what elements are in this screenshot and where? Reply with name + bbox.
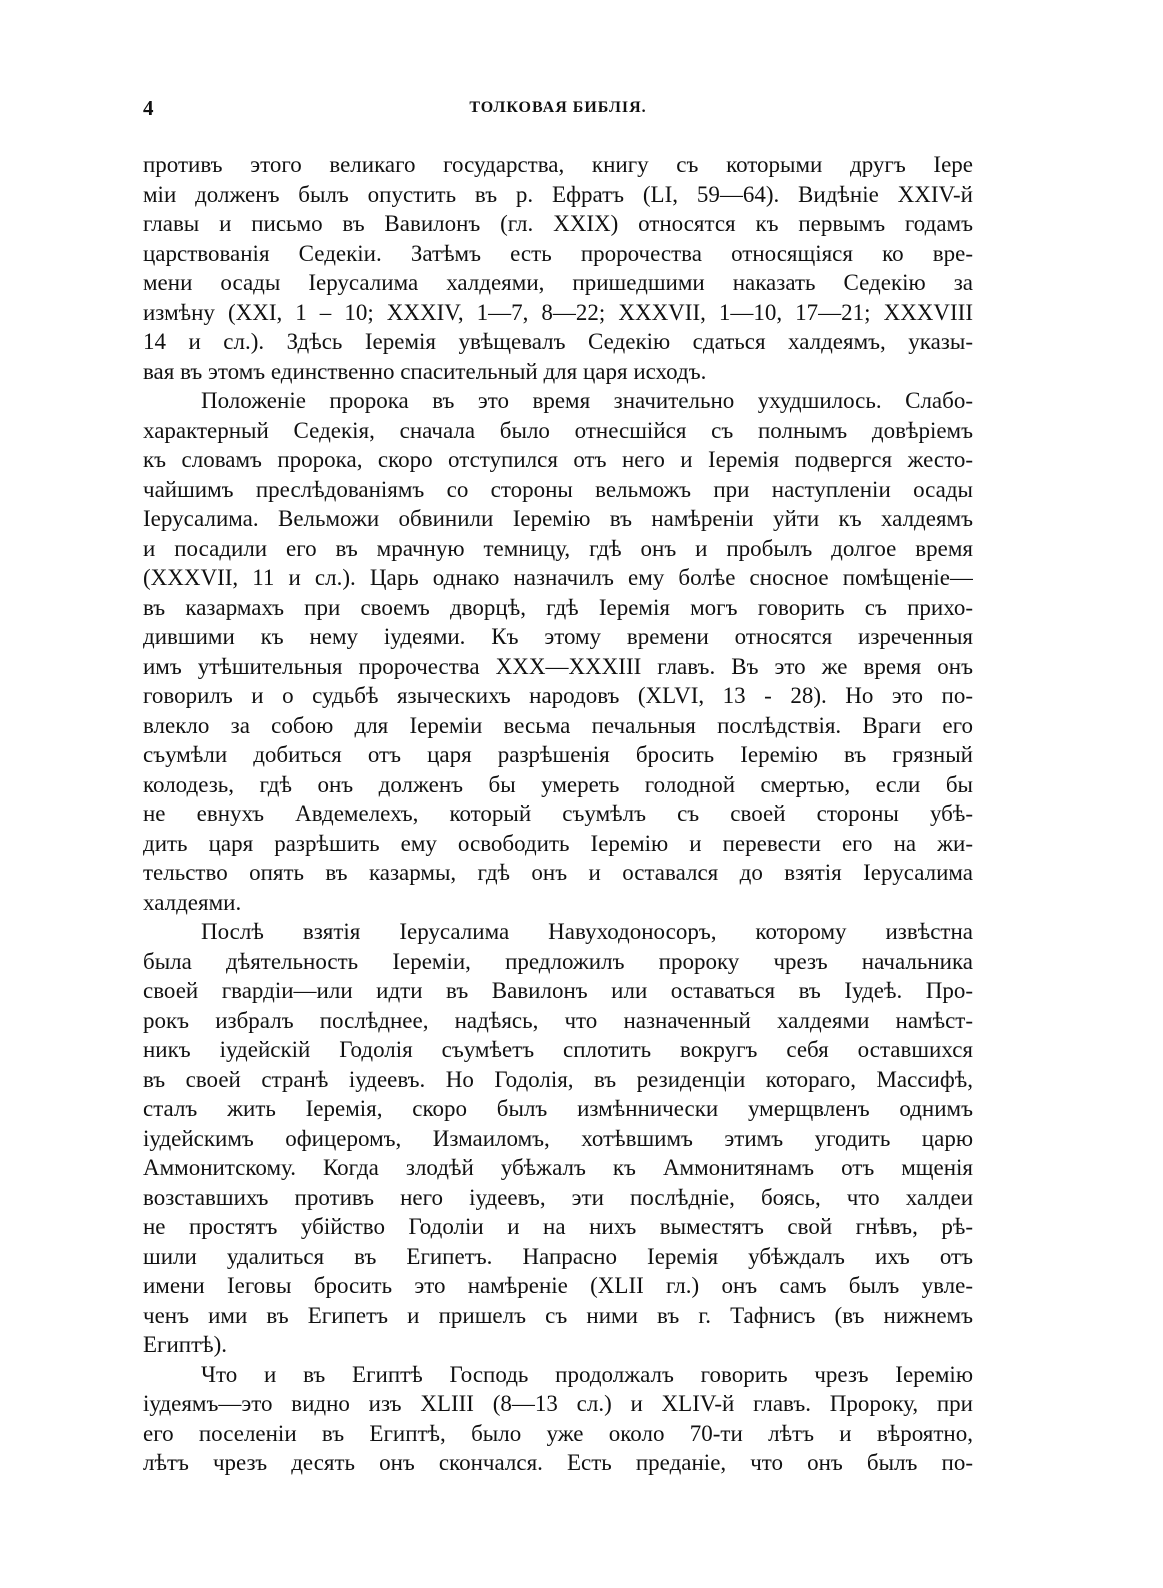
text-line: (XXXVII, 11 и сл.). Царь однако назначилъ ему болѣе сносное помѣщеніе— bbox=[143, 565, 973, 590]
text-line: никъ іудейскій Годолія съумѣетъ сплотить вокругъ себя оставшихся bbox=[143, 1037, 973, 1062]
text-line: имъ утѣшительныя пророчества XXX—XXXIII главъ. Въ это же время онъ bbox=[143, 653, 973, 679]
text-line: говорилъ и о судьбѣ языческихъ народовъ (XLVI, 13 - 28). Но это по- bbox=[143, 683, 973, 708]
text-line: его поселеніи въ Египтѣ, было уже около 70-ти лѣтъ и вѣроятно, bbox=[143, 1420, 973, 1446]
text-line: царствованія Седекіи. Затѣмъ есть пророчества относящіяся ко вре- bbox=[143, 240, 973, 266]
text-line: іудейскимъ офицеромъ, Измаиломъ, хотѣвшимъ этимъ угодить царю bbox=[143, 1125, 973, 1151]
text-line: 14 и сл.). Здѣсь Iеремія увѣщевалъ Седекію сдаться халдеямъ, указы- bbox=[143, 329, 973, 354]
text-line: къ словамъ пророка, скоро отступился отъ него и Iеремія подвергся жесто- bbox=[143, 447, 973, 472]
text-line: влекло за собою для Iереміи весьма печальныя послѣдствія. Враги его bbox=[143, 712, 973, 738]
text-line: имени Iеговы бросить это намѣреніе (XLII гл.) онъ самъ былъ увле- bbox=[143, 1273, 973, 1298]
text-line: была дѣятельность Iереміи, предложилъ пророку чрезъ начальника bbox=[143, 948, 973, 974]
text-line: іудеямъ—это видно изъ XLIII (8—13 сл.) и XLIV-й главъ. Пророку, при bbox=[143, 1391, 973, 1416]
text-line: своей гвардіи—или идти въ Вавилонъ или оставаться въ Iудеѣ. Про- bbox=[143, 978, 973, 1003]
text-line: Положеніе пророка въ это время значительно ухудшилось. Слабо- bbox=[201, 388, 973, 413]
text-line: чайшимъ преслѣдованіямъ со стороны вельможъ при наступленіи осады bbox=[143, 476, 973, 502]
text-line: сталъ жить Iеремія, скоро былъ измѣннически умерщвленъ однимъ bbox=[143, 1096, 973, 1121]
text-line: съумѣли добиться отъ царя разрѣшенія бросить Iеремію въ грязный bbox=[143, 742, 973, 767]
text-line: Iерусалима. Вельможи обвинили Iеремію въ намѣреніи уйти къ халдеямъ bbox=[143, 506, 973, 531]
text-line: и посадили его въ мрачную темницу, гдѣ онъ и пробылъ долгое время bbox=[143, 535, 973, 561]
text-line: дившими къ нему іудеями. Къ этому времени относятся изреченныя bbox=[143, 624, 973, 649]
text-line: возставшихъ противъ него іудеевъ, эти послѣдніе, боясь, что халдеи bbox=[143, 1184, 973, 1210]
body-text bbox=[143, 150, 973, 1478]
text-line: халдеями. bbox=[143, 889, 242, 915]
text-line: рокъ избралъ послѣднее, надѣясь, что назначенный халдеями намѣст- bbox=[143, 1007, 973, 1033]
page-number: 4 bbox=[143, 96, 154, 120]
text-line: ченъ ими въ Египетъ и пришелъ съ ними въ г. Тафнисъ (въ нижнемъ bbox=[143, 1302, 973, 1328]
text-line: главы и письмо въ Вавилонъ (гл. XXIX) относятся къ первымъ годамъ bbox=[143, 211, 973, 236]
text-line: міи долженъ былъ опустить въ р. Ефратъ (LI, 59—64). Видѣніе XXIV-й bbox=[143, 181, 973, 207]
text-line: Аммонитскому. Когда злодѣй убѣжалъ къ Аммонитянамъ отъ мщенія bbox=[143, 1155, 973, 1180]
text-line: въ казармахъ при своемъ дворцѣ, гдѣ Iеремія могъ говорить съ прихо- bbox=[143, 594, 973, 620]
text-line: въ своей странѣ іудеевъ. Но Годолія, въ резиденціи котораго, Массифѣ, bbox=[143, 1066, 973, 1092]
text-line: тельство опять въ казармы, гдѣ онъ и оставался до взятія Iерусалима bbox=[143, 860, 973, 885]
text-line: Послѣ взятія Iерусалима Навуходоносоръ, которому извѣстна bbox=[201, 919, 973, 944]
text-line: вая въ этомъ единственно спасительный для царя исходъ. bbox=[143, 358, 707, 384]
text-line: шили удалиться въ Египетъ. Напрасно Iеремія убѣждалъ ихъ отъ bbox=[143, 1243, 973, 1269]
text-line: измѣну (XXI, 1 – 10; XXXIV, 1—7, 8—22; XXXVII, 1—10, 17—21; XXXVIII bbox=[143, 299, 973, 325]
page-header bbox=[143, 96, 973, 126]
text-line: дить царя разрѣшить ему освободить Iеремію и перевести его на жи- bbox=[143, 830, 973, 856]
text-line: Египтѣ). bbox=[143, 1332, 228, 1357]
text-line: лѣтъ чрезъ десять онъ скончался. Есть преданіе, что онъ былъ по- bbox=[143, 1450, 973, 1475]
text-line: характерный Седекія, сначала было отнесшійся съ полнымъ довѣріемъ bbox=[143, 417, 973, 443]
text-line: мени осады Iерусалима халдеями, пришедшими наказать Седекію за bbox=[143, 270, 973, 295]
running-title: ТОЛКОВАЯ БИБЛІЯ. bbox=[469, 99, 647, 116]
text-line: Что и въ Египтѣ Господь продолжалъ говорить чрезъ Iеремію bbox=[201, 1361, 973, 1387]
text-line: колодезь, гдѣ онъ долженъ бы умереть голодной смертью, если бы bbox=[143, 771, 973, 797]
text-line: противъ этого великаго государства, книгу съ которыми другъ Iере bbox=[143, 152, 973, 177]
text-line: не простятъ убійство Годоліи и на нихъ выместятъ свой гнѣвъ, рѣ- bbox=[143, 1214, 973, 1239]
text-line: не евнухъ Авдемелехъ, который съумѣлъ съ своей стороны убѣ- bbox=[143, 801, 973, 826]
